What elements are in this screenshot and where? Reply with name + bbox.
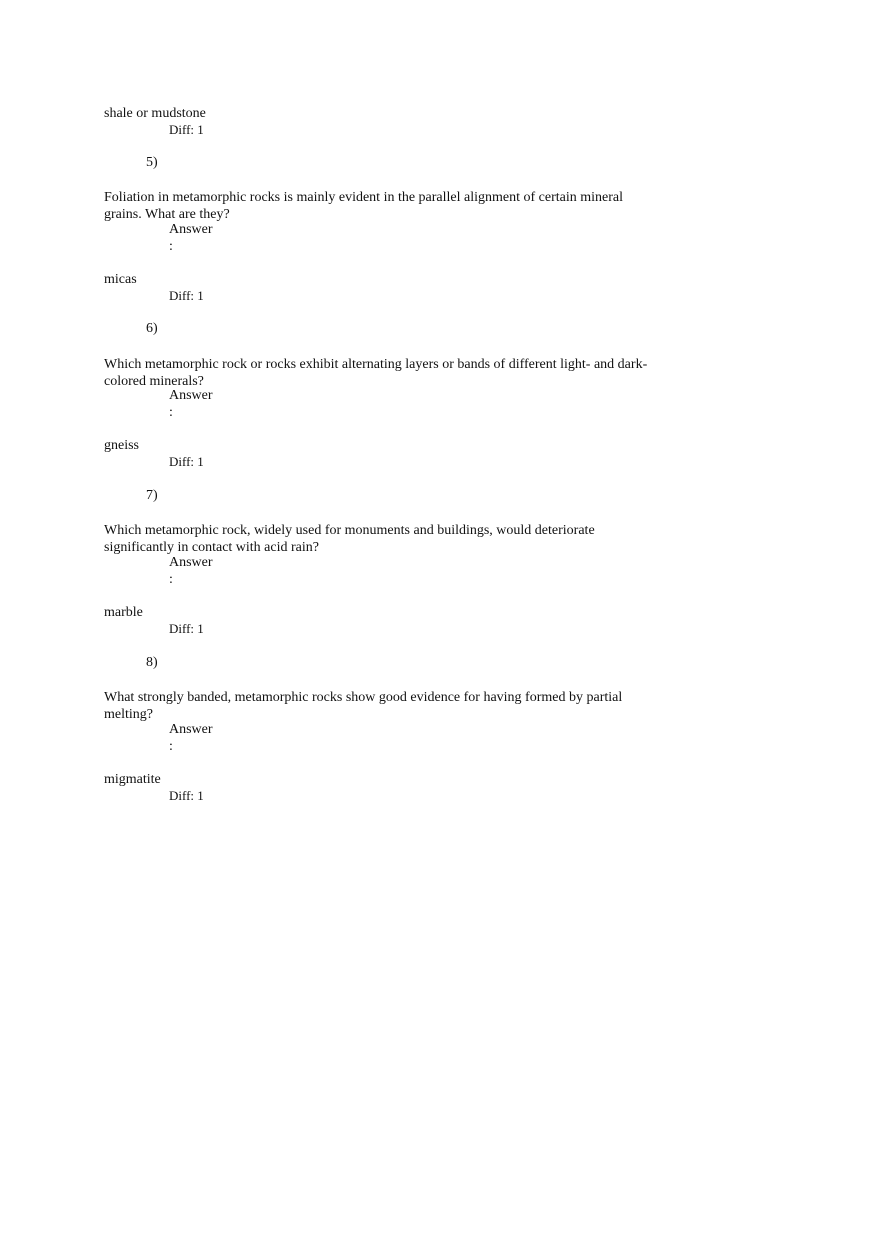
difficulty-5: Diff: 1	[169, 288, 204, 303]
answer-colon-7: :	[169, 572, 173, 587]
answer-label-8: Answer	[169, 722, 213, 737]
previous-difficulty: Diff: 1	[169, 122, 204, 137]
difficulty-8: Diff: 1	[169, 788, 204, 803]
answer-5: micas	[104, 272, 137, 287]
question-number-8: 8)	[146, 655, 158, 670]
question-text-8: What strongly banded, metamorphic rocks show good evidence for having formed by partial melting?	[104, 690, 623, 722]
question-number-6: 6)	[146, 321, 158, 336]
answer-label-5: Answer	[169, 222, 213, 237]
question-text-6: Which metamorphic rock or rocks exhibit alternating layers or bands of different light- and dark-colored minerals?	[104, 357, 648, 389]
difficulty-6: Diff: 1	[169, 454, 204, 469]
answer-colon-6: :	[169, 405, 173, 420]
answer-7: marble	[104, 605, 143, 620]
answer-colon-8: :	[169, 739, 173, 754]
answer-8: migmatite	[104, 772, 161, 787]
previous-answer: shale or mudstone	[104, 106, 206, 121]
difficulty-7: Diff: 1	[169, 621, 204, 636]
answer-label-7: Answer	[169, 555, 213, 570]
answer-label-6: Answer	[169, 388, 213, 403]
answer-6: gneiss	[104, 438, 139, 453]
question-text-5: Foliation in metamorphic rocks is mainly evident in the parallel alignment of certain mineral grains. What are they?	[104, 190, 624, 222]
question-text-7: Which metamorphic rock, widely used for monuments and buildings, would deteriorate significantly in contact with acid rain?	[104, 523, 595, 555]
question-number-7: 7)	[146, 488, 158, 503]
question-number-5: 5)	[146, 155, 158, 170]
answer-colon-5: :	[169, 239, 173, 254]
